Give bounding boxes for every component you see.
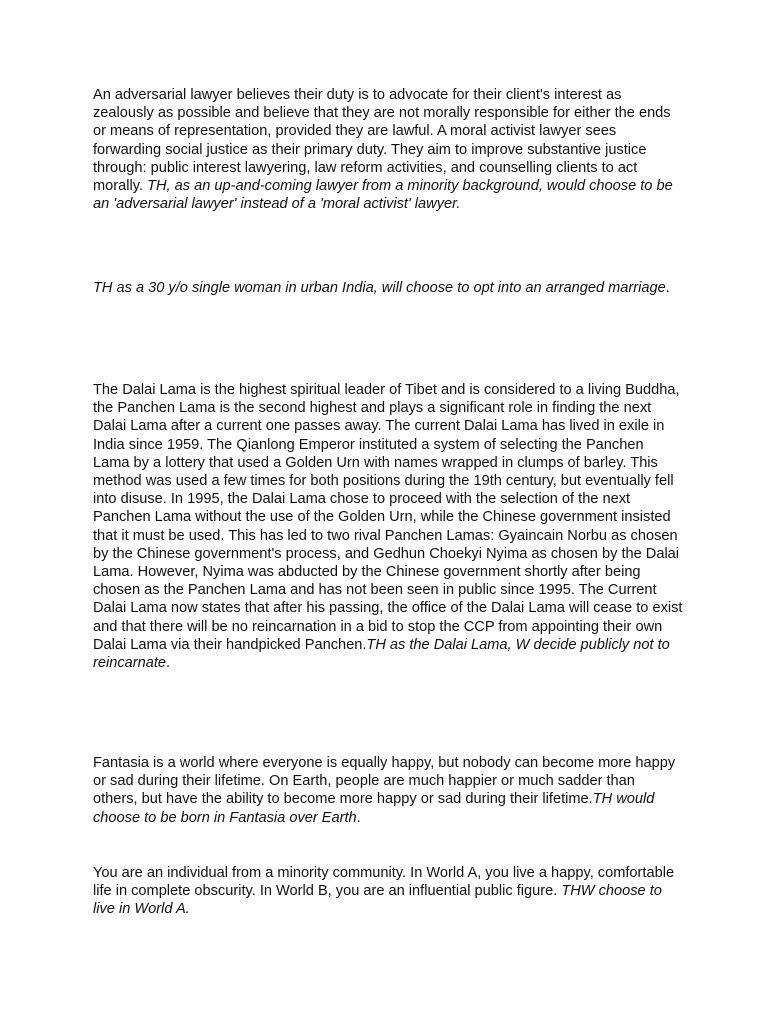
paragraph-context: Fantasia is a world where everyone is equally happy, but nobody can become more happy or sad during their lifetime. On Earth, people are much happier or much sadder than others, but have the ability to become more happy or sad during their lifetime.: [93, 755, 676, 808]
paragraph-dalai-lama: [93, 381, 683, 672]
motion-statement: TH as the Dalai Lama, W decide publicly not to reincarnate: [93, 636, 670, 672]
paragraph-fantasia: [93, 754, 683, 827]
paragraph-trailing: .: [166, 655, 171, 672]
paragraph-context: The Dalai Lama is the highest spiritual leader of Tibet and is considered to a living Buddha, the Panchen Lama is the second highest and plays a significant role in finding the next Dalai Lama after a current one passes away. The current Dalai Lama has lived in exile in India since 1959. The Qianlong Emperor instituted a system of selecting the Panchen Lama by a lottery that used a Golden Urn with names wrapped in clumps of barley. This method was used a few times for both positions during the 19th century, but eventually fell into disuse. In 1995, the Dalai Lama chose to proceed with the selection of the next Panchen Lama without the use of the Golden Urn, while the Chinese government insisted that it must be used. This has led to two rival Panchen Lamas: Gyaincain Norbu as chosen by the Chinese government's process, and Gedhun Choekyi Nyima as chosen by the Dalai Lama. However, Nyima was abducted by the Chinese government shortly after being chosen as the Panchen Lama and has not been seen in public since 1995. The Current Dalai Lama now states that after his passing, the office of the Dalai Lama will cease to exist and that there will be no reincarnation in a bid to stop the CCP from appointing their own Dalai Lama via their handpicked Panchen.: [93, 382, 683, 653]
motion-statement: TH as a 30 y/o single woman in urban India, will choose to opt into an arranged marriage: [93, 280, 666, 296]
paragraph-arranged-marriage: [93, 279, 683, 297]
motion-statement: TH would choose to be born in Fantasia over Earth: [93, 791, 655, 826]
paragraph-context: You are an individual from a minority community. In World A, you live a happy, comfortable life in complete obscurity. In World B, you are an influential public figure.: [93, 865, 675, 900]
paragraph-context: An adversarial lawyer believes their duty is to advocate for their client's interest as zealously as possible and believe that they are not morally responsible for either the ends or means of representation, provided they are lawful. A moral activist lawyer sees forwarding social justice as their primary duty. They aim to improve substantive justice through: public interest lawyering, law reform activities, and counselling clients to act morally.: [93, 87, 671, 195]
motion-statement: TH, as an up-and-coming lawyer from a minority background, would choose to be an 'adversarial lawyer' instead of a 'moral activist' lawyer.: [93, 178, 673, 213]
paragraph-adversarial-lawyer: [93, 86, 683, 213]
paragraph-minority-world: [93, 864, 683, 919]
paragraph-trailing: .: [356, 809, 361, 826]
motion-statement: THW choose to live in World A.: [93, 883, 662, 918]
paragraph-trailing: .: [665, 280, 670, 296]
